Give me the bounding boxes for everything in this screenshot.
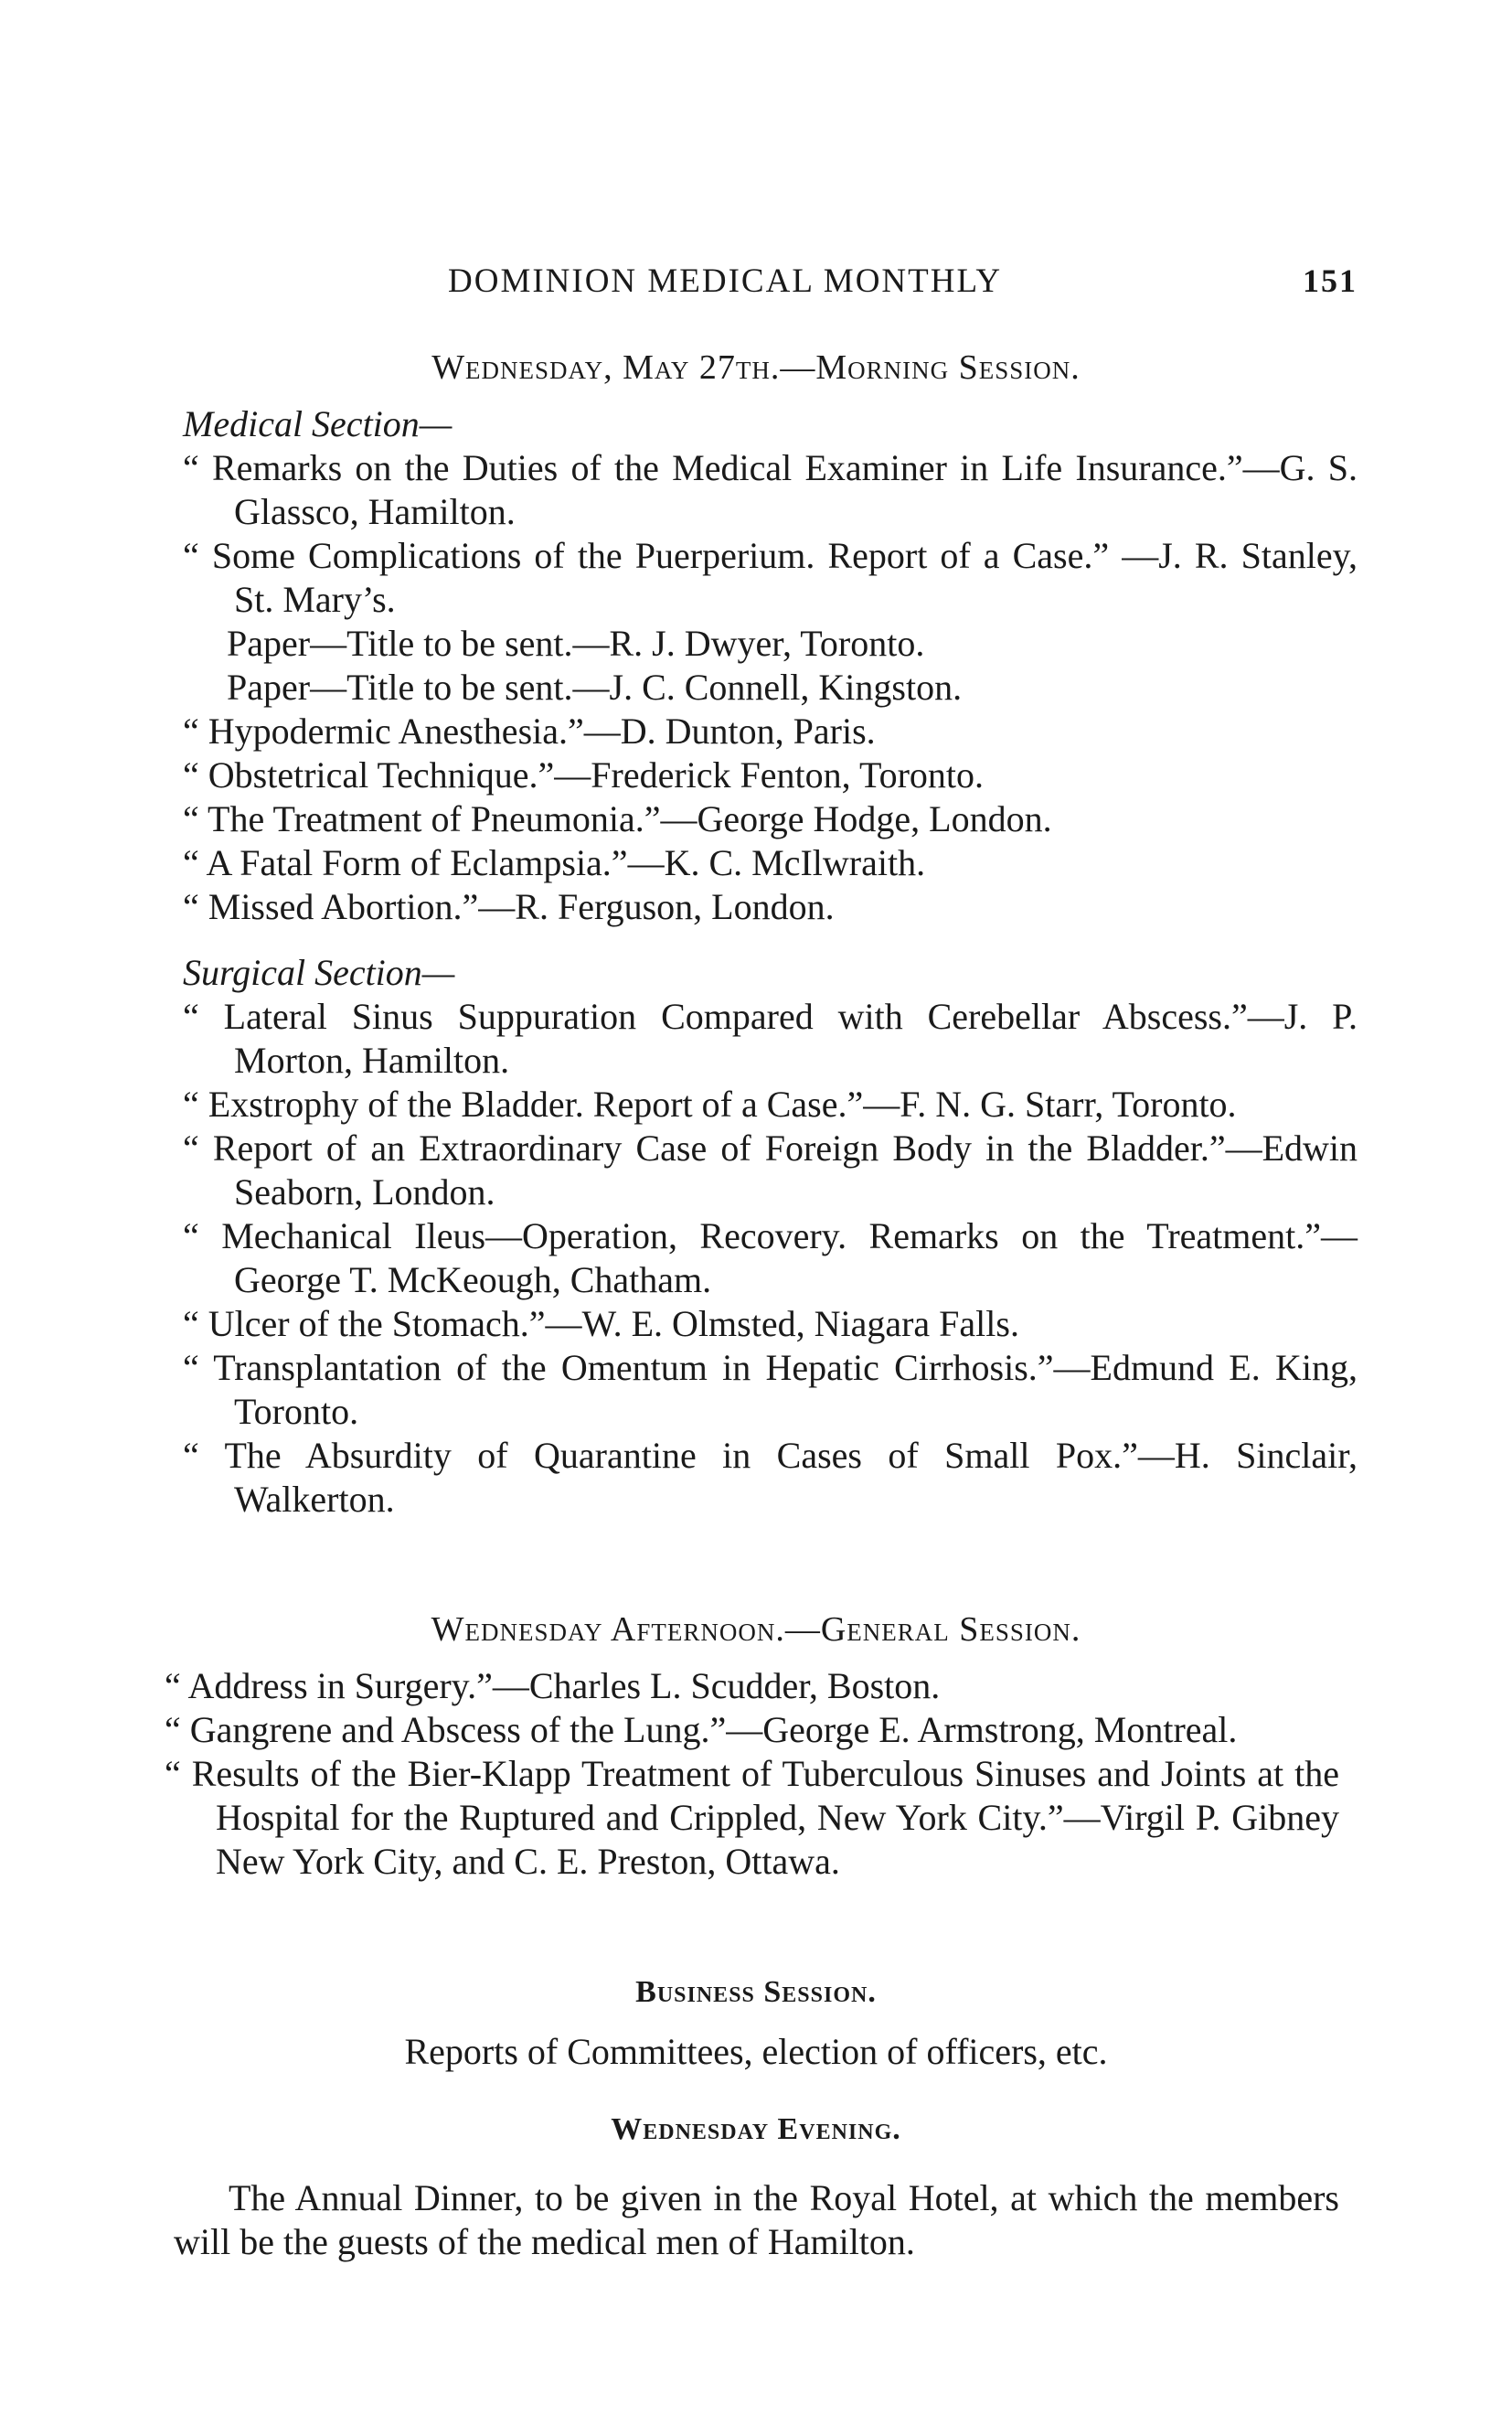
list-item: “ Exstrophy of the Bladder. Report of a Case.”—F. N. G. Starr, Toronto. [183, 1084, 1237, 1125]
list-item: “ Some Complications of the Puerperium. Report of a Case.” —J. R. Stanley, St. Mary’s. [183, 535, 1358, 620]
list-item: “ Report of an Extraordinary Case of Foreign Body in the Bladder.”—Edwin Seaborn, London. [183, 1127, 1358, 1213]
list-item: “ The Treatment of Pneumonia.”—George Hodge, London. [183, 798, 1052, 839]
list-item: “ Remarks on the Duties of the Medical Examiner in Life Insurance.”—G. S. Glassco, Hamilton. [183, 447, 1358, 532]
list-item: “ Lateral Sinus Suppuration Compared with Cerebellar Abscess.”—J. P. Morton, Hamilton. [183, 996, 1358, 1081]
medical-section-label: Medical Section— [183, 403, 453, 444]
list-item: “ Gangrene and Abscess of the Lung.”—George E. Armstrong, Montreal. [165, 1709, 1238, 1750]
list-item: “ A Fatal Form of Eclampsia.”—K. C. McIlwraith. [183, 842, 926, 883]
surgical-section-label: Surgical Section— [183, 952, 455, 993]
morning-session-title: Wednesday, May 27th.—Morning Session. [431, 348, 1081, 387]
list-item: “ Ulcer of the Stomach.”—W. E. Olmsted, Niagara Falls. [183, 1303, 1019, 1344]
afternoon-session-title: Wednesday Afternoon.—General Session. [431, 1610, 1081, 1649]
afternoon-session-list [165, 1664, 1339, 1884]
list-item: Paper—Title to be sent.—J. C. Connell, Kingston. [227, 667, 963, 708]
surgical-section-list [183, 995, 1358, 1522]
page-number: 151 [1303, 262, 1358, 299]
evening-text: The Annual Dinner, to be given in the Royal Hotel, at which the members will be the guests of the medical men of Hamilton. [174, 2177, 1339, 2262]
list-item: “ Mechanical Ileus—Operation, Recovery. Remarks on the Treatment.”—George T. McKeough, Chatham. [183, 1215, 1358, 1300]
business-session-text: Reports of Committees, election of officers, etc. [404, 2031, 1108, 2072]
journal-title: DOMINION MEDICAL MONTHLY [448, 262, 1003, 300]
list-item: “ Address in Surgery.”—Charles L. Scudder, Boston. [165, 1665, 941, 1706]
list-item: “ The Absurdity of Quarantine in Cases of Small Pox.”—H. Sinclair, Walkerton. [183, 1435, 1358, 1520]
list-item: “ Obstetrical Technique.”—Frederick Fenton, Toronto. [183, 754, 985, 796]
medical-section-list [183, 446, 1358, 929]
running-header [448, 262, 1358, 301]
evening-session-title: Wednesday Evening. [611, 2112, 901, 2146]
list-item: “ Missed Abortion.”—R. Ferguson, London. [183, 886, 835, 927]
list-item: “ Transplantation of the Omentum in Hepatic Cirrhosis.”—Edmund E. King, Toronto. [183, 1347, 1358, 1432]
list-item: “ Hypodermic Anesthesia.”—D. Dunton, Paris. [183, 710, 876, 752]
list-item: Paper—Title to be sent.—R. J. Dwyer, Toronto. [227, 623, 925, 664]
list-item: “ Results of the Bier-Klapp Treatment of Tuberculous Sinuses and Joints at the Hospital for the Ruptured and Crippled, New York City.”—Virgil P. Gibney New York City, and C. E. Preston, Ottawa. [165, 1753, 1339, 1882]
business-session-title: Business Session. [635, 1975, 877, 2009]
